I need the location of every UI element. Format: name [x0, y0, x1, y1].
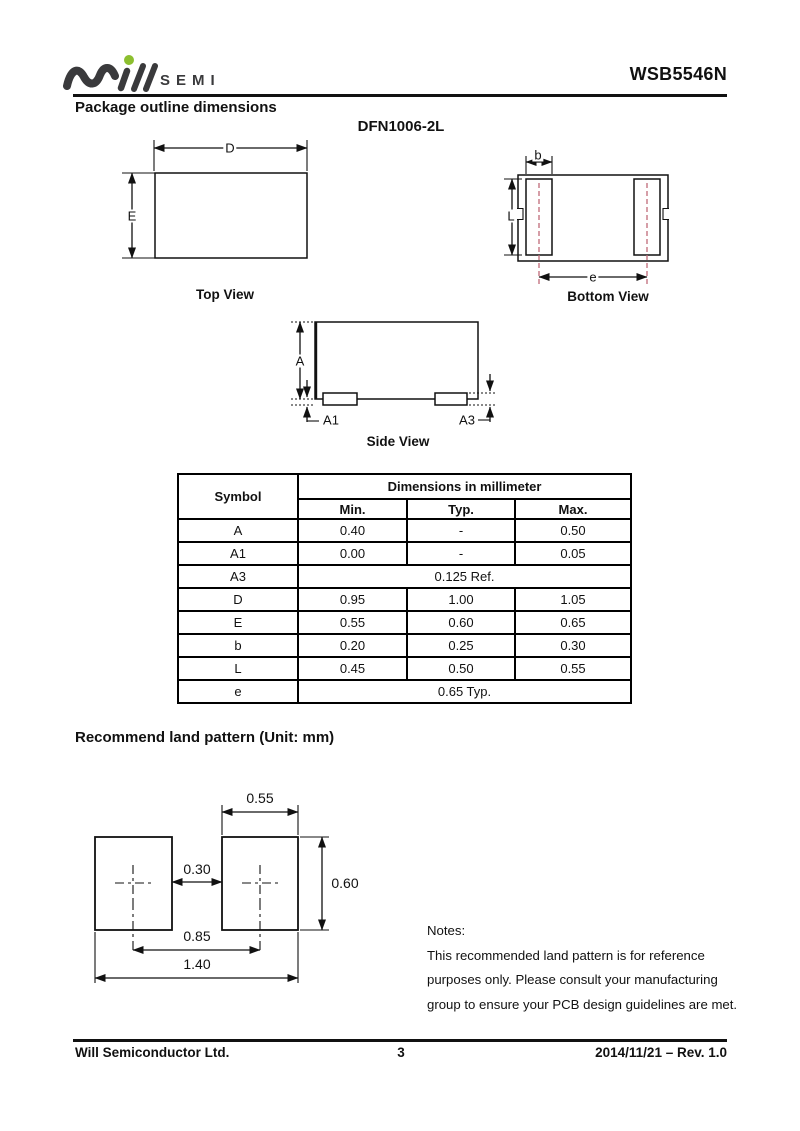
col-header-symbol: Symbol: [178, 474, 298, 519]
header-rule: [73, 94, 727, 97]
table-row: [178, 565, 631, 588]
notes-block: [427, 919, 762, 1017]
col-header-typ: Typ.: [407, 499, 515, 519]
footer-company: Will Semiconductor Ltd.: [75, 1045, 230, 1060]
dim-label-A1: A1: [323, 412, 339, 428]
group-header: Dimensions in millimeter: [298, 474, 631, 499]
table-row: [178, 542, 631, 565]
dim-label-A3: A3: [459, 412, 475, 428]
notes-line: This recommended land pattern is for reference: [427, 947, 705, 963]
section-title-outline: Package outline dimensions: [75, 99, 277, 116]
logo-i-stroke: [121, 71, 127, 88]
cell-typ: 1.00: [407, 588, 515, 611]
section-title-land-pattern: Recommend land pattern (Unit: mm): [75, 729, 335, 746]
pad-height-dimension: [300, 837, 329, 930]
notes-line: purposes only. Please consult your manufacturing: [427, 972, 718, 987]
part-number: WSB5546N: [629, 64, 727, 84]
side-view: [285, 310, 515, 455]
cell-max: 0.05: [515, 542, 631, 565]
footer-revision: 2014/11/21 – Rev. 1.0: [595, 1045, 727, 1060]
cell-max: 0.50: [515, 519, 631, 542]
logo-slash-1: [134, 66, 143, 89]
dimensions-table: [177, 473, 632, 704]
dim-label-e: e: [589, 269, 597, 285]
footer-page-number: 3: [397, 1045, 405, 1060]
cell-symbol: A3: [178, 565, 298, 588]
bottom-view-caption: Bottom View: [567, 289, 649, 304]
bottom-view: [490, 145, 715, 325]
pad-width-dimension: [222, 805, 298, 835]
cell-min: 0.00: [298, 542, 407, 565]
cell-min: 0.55: [298, 611, 407, 634]
lp-label-pitch: 0.85: [183, 928, 211, 944]
dim-label-b: b: [534, 147, 542, 163]
cell-typ: 0.25: [407, 634, 515, 657]
side-view-drawing: [285, 310, 515, 428]
notes-line: group to ensure your PCB design guidelines are met.: [427, 996, 738, 1012]
cell-typ: 0.50: [407, 657, 515, 680]
bottom-view-drawing: [490, 145, 715, 287]
dim-label-A: A: [295, 353, 305, 369]
cell-typ: -: [407, 519, 515, 542]
cell-symbol: e: [178, 680, 298, 703]
cell-symbol: b: [178, 634, 298, 657]
cell-symbol: A: [178, 519, 298, 542]
cell-symbol: E: [178, 611, 298, 634]
left-terminal: [323, 393, 357, 405]
package-body: [155, 173, 307, 258]
right-terminal: [435, 393, 467, 405]
col-header-min: Min.: [298, 499, 407, 519]
cell-min: 0.95: [298, 588, 407, 611]
table-row: [178, 634, 631, 657]
will-semi-logo-icon: [63, 52, 158, 100]
cell-span-value: 0.125 Ref.: [298, 565, 631, 588]
top-view-drawing: [105, 135, 345, 285]
logo-slash-2: [146, 66, 155, 89]
package-name: DFN1006-2L: [357, 118, 445, 135]
table-row: [178, 588, 631, 611]
cell-span-value: 0.65 Typ.: [298, 680, 631, 703]
lp-label-pad-height: 0.60: [331, 875, 359, 891]
cell-symbol: D: [178, 588, 298, 611]
side-view-caption: Side View: [366, 434, 430, 449]
land-pattern: [75, 785, 395, 1000]
cell-max: 0.30: [515, 634, 631, 657]
dim-label-E: E: [127, 208, 137, 224]
dim-label-L: L: [507, 208, 515, 224]
col-header-max: Max.: [515, 499, 631, 519]
lp-label-gap: 0.30: [183, 861, 211, 877]
table-row: [178, 519, 631, 542]
cell-typ: 0.60: [407, 611, 515, 634]
cell-max: 1.05: [515, 588, 631, 611]
cell-symbol: A1: [178, 542, 298, 565]
table-row: [178, 611, 631, 634]
dim-label-D: D: [225, 140, 235, 156]
logo-wordmark: SEMI: [160, 72, 221, 89]
logo-green-dot: [124, 55, 134, 65]
table-row: [178, 657, 631, 680]
cell-max: 0.65: [515, 611, 631, 634]
cell-min: 0.45: [298, 657, 407, 680]
top-view-caption: Top View: [195, 287, 254, 302]
logo-wave: [67, 68, 115, 86]
cell-symbol: L: [178, 657, 298, 680]
table-row: [178, 680, 631, 703]
notes-title: Notes:: [427, 923, 466, 938]
top-view: [105, 135, 345, 315]
cell-typ: -: [407, 542, 515, 565]
cell-min: 0.40: [298, 519, 407, 542]
lp-label-pad-width: 0.55: [246, 790, 274, 806]
package-body-side: [315, 322, 478, 399]
footer-rule: [73, 1039, 727, 1042]
cell-max: 0.55: [515, 657, 631, 680]
cell-min: 0.20: [298, 634, 407, 657]
lp-label-overall-width: 1.40: [183, 956, 211, 972]
